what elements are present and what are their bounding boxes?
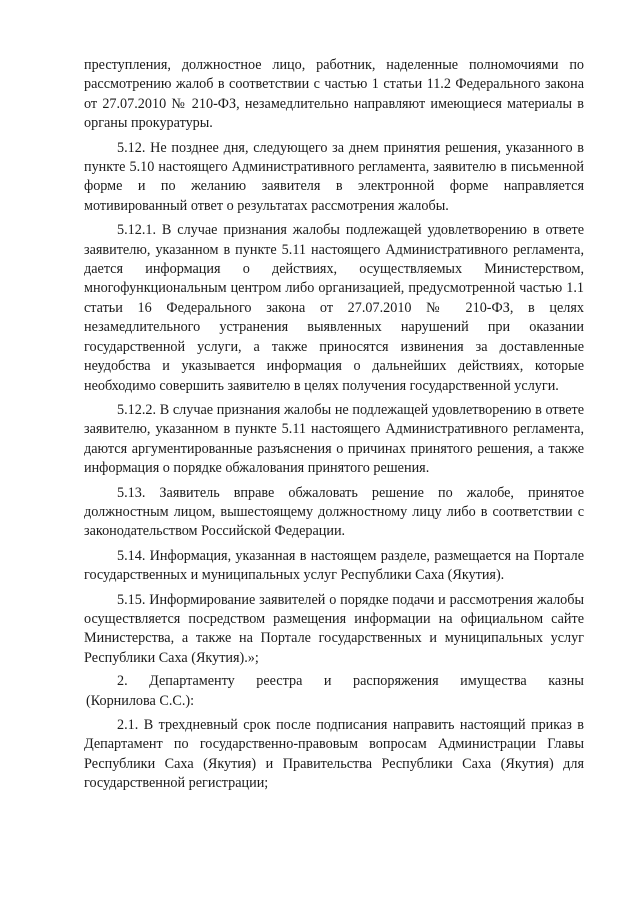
department-responsible-person: (Корнилова С.С.): (86, 692, 195, 709)
paragraph-5-15: 5.15. Информирование заявителей о порядке подачи и рассмотрения жалобы осуществляется посредством размещения информации на официальном сайте Министерства, а также на Портале государственных и муниципальных услуг Республики Саха (Якутия).»; (84, 591, 584, 666)
paragraph-2-1: 2.1. В трехдневный срок после подписания направить настоящий приказ в Департамент по государственно-правовым вопросам Администрации Главы Республики Саха (Якутия) и Правительства Республики Саха (Якутия) для государственной регистрации; (84, 717, 584, 792)
dept-word: Департаменту (149, 673, 235, 690)
paragraph-5-14: 5.14. Информация, указанная в настоящем разделе, размещается на Портале государственных и муниципальных услуг Республики Саха (Якутия). (84, 547, 584, 584)
dept-word: имущества (460, 673, 527, 690)
paragraph-5-13: 5.13. Заявитель вправе обжаловать решение по жалобе, принятое должностным лицом, вышестоящему должностному лицу либо в соответствии с законодательством Российской Федерации. (84, 484, 584, 540)
item-number: 2. (117, 673, 128, 690)
dept-word: казны (548, 673, 584, 690)
paragraph-5-12-1: 5.12.1. В случае признания жалобы подлежащей удовлетворению в ответе заявителю, указанном в пункте 5.11 настоящего Административного регламента, дается информация о действиях, осуществляемых Министерством, многофункциональным центром либо организацией, предусмотренной частью 1.1 статьи 16 Федерального закона от 27.07.2010 № 210-ФЗ, в целях незамедлительного устранения выявленных нарушений при оказании государственной услуги, а также приносятся извинения за доставленные неудобства и указывается информация о дальнейших действиях, которые необходимо совершить заявителю в целях получения государственной услуги. (84, 222, 584, 394)
paragraph-5-12-2: 5.12.2. В случае признания жалобы не подлежащей удовлетворению в ответе заявителю, указанном в пункте 5.11 настоящего Административного регламента, даются аргументированные разъяснения о причинах принятого решения, а также информация о порядке обжалования принятого решения. (84, 401, 584, 477)
dept-word: реестра (256, 673, 303, 690)
dept-word: распоряжения (353, 673, 439, 690)
department-instruction-line (84, 672, 584, 691)
dept-word: и (323, 673, 332, 690)
document-body (84, 56, 584, 794)
paragraph-5-12: 5.12. Не позднее дня, следующего за днем принятия решения, указанного в пункте 5.10 настоящего Административного регламента, заявителю в письменной форме и по желанию заявителя в электронной форме направляется мотивированный ответ о результатах рассмотрения жалобы. (84, 139, 584, 214)
paragraph-prosecutor-referral: преступления, должностное лицо, работник, наделенные полномочиями по рассмотрению жалоб в соответствии с частью 1 статьи 11.2 Федерального закона от 27.07.2010 № 210-ФЗ, незамедлительно направляют имеющиеся материалы в органы прокуратуры. (84, 57, 584, 132)
